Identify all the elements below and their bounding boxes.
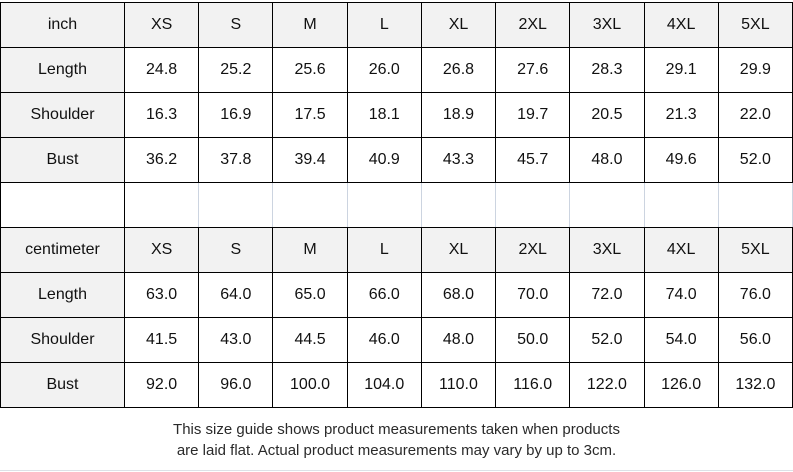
measurement-value-cell: 43.0 — [199, 318, 273, 363]
measurement-value-cell: 48.0 — [570, 138, 644, 183]
measurement-value-cell: 72.0 — [570, 273, 644, 318]
measurement-row — [1, 138, 793, 183]
measurement-value-cell: 66.0 — [347, 273, 421, 318]
size-column-header: XS — [125, 228, 199, 273]
size-header-row — [1, 3, 793, 48]
measurement-value-cell: 68.0 — [421, 273, 495, 318]
measurement-row-label: Bust — [1, 138, 125, 183]
size-column-header: XS — [125, 3, 199, 48]
size-column-header: 2XL — [496, 228, 570, 273]
measurement-value-cell: 104.0 — [347, 363, 421, 408]
measurement-value-cell: 18.1 — [347, 93, 421, 138]
measurement-value-cell: 16.3 — [125, 93, 199, 138]
measurement-row-label: Bust — [1, 363, 125, 408]
measurement-value-cell: 63.0 — [125, 273, 199, 318]
measurement-row-label: Length — [1, 273, 125, 318]
gap-cell — [496, 183, 570, 227]
measurement-value-cell: 96.0 — [199, 363, 273, 408]
measurement-value-cell: 24.8 — [125, 48, 199, 93]
gap-cell — [645, 183, 719, 227]
size-table-centimeter — [0, 227, 793, 408]
size-table-inch-container — [0, 2, 793, 183]
gap-cell — [125, 183, 199, 227]
size-column-header: L — [347, 3, 421, 48]
size-column-header: 5XL — [718, 228, 792, 273]
size-column-header: L — [347, 228, 421, 273]
measurement-row-label: Length — [1, 48, 125, 93]
measurement-value-cell: 17.5 — [273, 93, 347, 138]
measurement-row — [1, 363, 793, 408]
measurement-value-cell: 74.0 — [644, 273, 718, 318]
measurement-value-cell: 21.3 — [644, 93, 718, 138]
measurement-value-cell: 122.0 — [570, 363, 644, 408]
measurement-value-cell: 39.4 — [273, 138, 347, 183]
size-header-row — [1, 228, 793, 273]
measurement-row — [1, 93, 793, 138]
bottom-divider — [0, 470, 793, 471]
measurement-value-cell: 41.5 — [125, 318, 199, 363]
measurement-value-cell: 43.3 — [421, 138, 495, 183]
unit-label-cell: centimeter — [1, 228, 125, 273]
measurement-row — [1, 273, 793, 318]
measurement-value-cell: 27.6 — [496, 48, 570, 93]
note-line-2: are laid flat. Actual product measurements may vary by up to 3cm. — [176, 442, 617, 459]
measurement-value-cell: 48.0 — [421, 318, 495, 363]
measurement-value-cell: 100.0 — [273, 363, 347, 408]
measurement-value-cell: 26.0 — [347, 48, 421, 93]
measurement-value-cell: 29.9 — [718, 48, 792, 93]
size-column-header: XL — [421, 3, 495, 48]
size-column-header: 3XL — [570, 228, 644, 273]
gap-cell — [199, 183, 273, 227]
measurement-row — [1, 48, 793, 93]
measurement-value-cell: 40.9 — [347, 138, 421, 183]
size-column-header: 3XL — [570, 3, 644, 48]
measurement-value-cell: 16.9 — [199, 93, 273, 138]
measurement-value-cell: 49.6 — [644, 138, 718, 183]
size-column-header: S — [199, 3, 273, 48]
measurement-value-cell: 19.7 — [496, 93, 570, 138]
size-column-header: XL — [421, 228, 495, 273]
measurement-value-cell: 25.2 — [199, 48, 273, 93]
measurement-row-label: Shoulder — [1, 318, 125, 363]
measurement-value-cell: 44.5 — [273, 318, 347, 363]
size-column-header: 4XL — [644, 3, 718, 48]
measurement-value-cell: 46.0 — [347, 318, 421, 363]
measurement-value-cell: 132.0 — [718, 363, 792, 408]
unit-label-cell: inch — [1, 3, 125, 48]
gap-cell — [348, 183, 422, 227]
measurement-value-cell: 20.5 — [570, 93, 644, 138]
measurement-value-cell: 65.0 — [273, 273, 347, 318]
size-table-inch — [0, 2, 793, 183]
measurement-value-cell: 37.8 — [199, 138, 273, 183]
size-guide-note — [0, 408, 793, 461]
measurement-value-cell: 45.7 — [496, 138, 570, 183]
size-table-centimeter-container — [0, 227, 793, 408]
measurement-value-cell: 64.0 — [199, 273, 273, 318]
measurement-value-cell: 50.0 — [496, 318, 570, 363]
table-gap-spacer — [0, 183, 793, 227]
measurement-value-cell: 110.0 — [421, 363, 495, 408]
measurement-value-cell: 52.0 — [718, 138, 792, 183]
measurement-value-cell: 54.0 — [644, 318, 718, 363]
size-column-header: 5XL — [718, 3, 792, 48]
note-line-1: This size guide shows product measurements taken when products — [173, 421, 620, 438]
gap-cell — [570, 183, 644, 227]
measurement-row-label: Shoulder — [1, 93, 125, 138]
size-column-header: M — [273, 228, 347, 273]
measurement-value-cell: 18.9 — [421, 93, 495, 138]
measurement-value-cell: 36.2 — [125, 138, 199, 183]
size-column-header: 2XL — [496, 3, 570, 48]
measurement-value-cell: 25.6 — [273, 48, 347, 93]
measurement-value-cell: 126.0 — [644, 363, 718, 408]
measurement-row — [1, 318, 793, 363]
measurement-value-cell: 116.0 — [496, 363, 570, 408]
gap-cell — [273, 183, 347, 227]
measurement-value-cell: 92.0 — [125, 363, 199, 408]
measurement-value-cell: 28.3 — [570, 48, 644, 93]
size-column-header: M — [273, 3, 347, 48]
size-column-header: 4XL — [644, 228, 718, 273]
size-column-header: S — [199, 228, 273, 273]
measurement-value-cell: 76.0 — [718, 273, 792, 318]
measurement-value-cell: 52.0 — [570, 318, 644, 363]
measurement-value-cell: 56.0 — [718, 318, 792, 363]
gap-cell — [422, 183, 496, 227]
gap-cell-label-col — [1, 183, 125, 227]
measurement-value-cell: 22.0 — [718, 93, 792, 138]
measurement-value-cell: 70.0 — [496, 273, 570, 318]
measurement-value-cell: 26.8 — [421, 48, 495, 93]
measurement-value-cell: 29.1 — [644, 48, 718, 93]
gap-cell — [719, 183, 793, 227]
